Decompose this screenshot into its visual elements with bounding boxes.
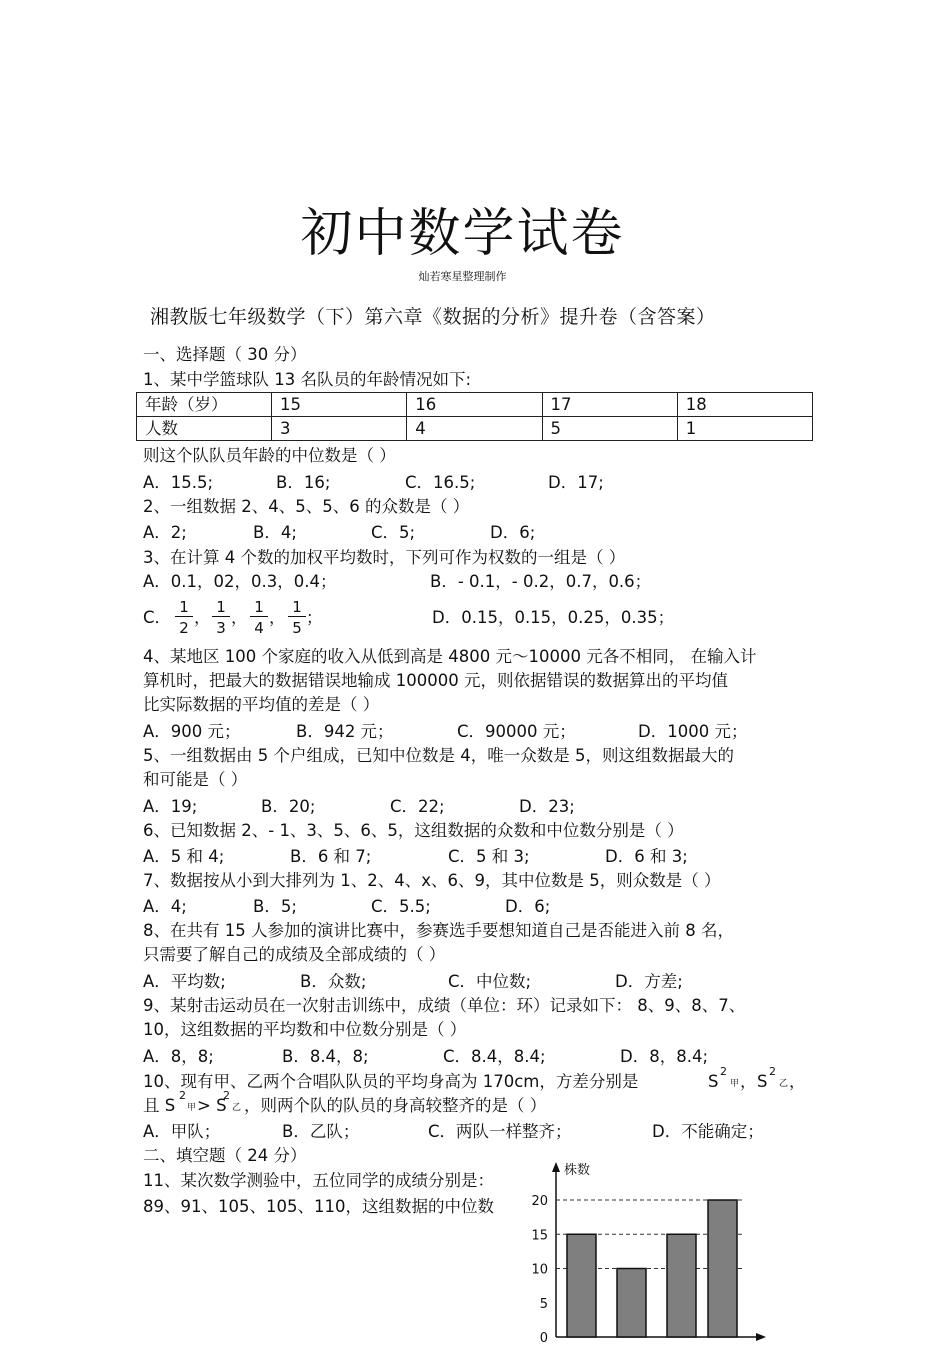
- y-tick-label: 5: [539, 1296, 548, 1312]
- table-cell: 15: [272, 393, 407, 417]
- fraction-numerator: 1: [175, 598, 193, 617]
- y-axis-arrow: [552, 1162, 560, 1172]
- q5-option-c: C．22;: [390, 797, 445, 816]
- table-cell: 17: [542, 393, 677, 417]
- chart-bar: [708, 1200, 737, 1337]
- q10-line1: 10、现有甲、乙两个合唱队队员的平均身高为 170cm，方差分别是: [143, 1072, 639, 1091]
- q6-option-a: A．5 和 4;: [143, 847, 225, 866]
- q4-option-a: A．900 元；: [143, 722, 241, 741]
- fraction-separator: ，: [194, 608, 211, 627]
- q9-option-c: C．8.4，8.4;: [443, 1047, 546, 1066]
- age-table: [136, 392, 813, 441]
- exam-subtitle: 湘教版七年级数学（下）第六章《数据的分析》提升卷（含答案）: [150, 306, 716, 328]
- q8-option-d: D．方差;: [615, 972, 683, 991]
- q5-line2: 和可能是（ ）: [143, 770, 248, 789]
- table-cell: 16: [407, 393, 542, 417]
- comma: ，: [789, 1072, 806, 1091]
- table-row: [137, 393, 813, 417]
- chart-bar: [667, 1234, 696, 1337]
- fraction: [175, 598, 193, 637]
- table-cell: 年龄（岁）: [137, 393, 272, 417]
- fraction-end: ；: [306, 608, 323, 627]
- maker-note: 灿若寒星整理制作: [418, 270, 507, 283]
- chart-y-axis-label: 株数: [564, 1163, 591, 1178]
- subscript: 甲: [187, 1103, 197, 1113]
- chart-tick-labels: [531, 1194, 548, 1345]
- superscript: 2: [720, 1065, 727, 1078]
- table-cell: 人数: [137, 417, 272, 441]
- q7-option-b: B．5;: [253, 897, 297, 916]
- q8-option-a: A．平均数;: [143, 972, 226, 991]
- q11-line2: 89、91、105、105、110，这组数据的中位数: [143, 1197, 494, 1216]
- table-cell: 1: [677, 417, 812, 441]
- chart-bars: [567, 1200, 737, 1337]
- q8-line2: 只需要了解自己的成绩及全部成绩的（ ）: [143, 945, 446, 964]
- q2-option-a: A．2;: [143, 523, 187, 542]
- q9-line1: 9、某射击运动员在一次射击训练中，成绩（单位：环）记录如下： 8、9、8、7、: [143, 996, 746, 1015]
- subscript: 乙: [779, 1079, 789, 1089]
- fraction-separator: ，: [231, 608, 248, 627]
- q10-line2-start: 且 S: [143, 1096, 176, 1115]
- q2-option-b: B．4;: [253, 523, 297, 542]
- q6-option-b: B．6 和 7;: [290, 847, 372, 866]
- q3-stem: 3、在计算 4 个数的加权平均数时，下列可作为权数的一组是（ ）: [143, 548, 626, 567]
- y-tick-label: 0: [539, 1331, 548, 1345]
- q8-option-c: C．中位数;: [448, 972, 532, 991]
- q1-option-a: A．15.5;: [143, 473, 214, 492]
- fraction-separator: ，: [269, 608, 286, 627]
- fraction: [212, 598, 230, 637]
- section-heading-fill: 二、填空题（ 24 分）: [143, 1146, 307, 1165]
- q5-line1: 5、一组数据由 5 个户组成，已知中位数是 4，唯一众数是 5，则这组数据最大的: [143, 746, 734, 765]
- fraction: [288, 598, 306, 637]
- superscript: 2: [769, 1065, 776, 1078]
- variance-symbol: S: [708, 1072, 719, 1091]
- q7-option-c: C．5.5;: [371, 897, 431, 916]
- table-cell: 5: [542, 417, 677, 441]
- superscript: 2: [179, 1089, 186, 1102]
- q1-question: 则这个队队员年龄的中位数是（ ）: [143, 446, 396, 465]
- document-title: 初中数学试卷: [300, 204, 625, 264]
- q3-option-b: B．- 0.1，- 0.2，0.7，0.6；: [430, 572, 652, 591]
- fraction-denominator: 5: [292, 619, 302, 637]
- q5-option-a: A．19;: [143, 797, 198, 816]
- variance-symbol: S: [757, 1072, 768, 1091]
- chart-bar: [617, 1269, 646, 1338]
- q4-line3: 比实际数据的平均值的差是（ ）: [143, 695, 380, 714]
- fraction-denominator: 2: [179, 619, 189, 637]
- q7-stem: 7、数据按从小到大排列为 1、2、4、x、6、9，其中位数是 5，则众数是（ ）: [143, 871, 721, 890]
- fraction-denominator: 4: [254, 619, 264, 637]
- q4-line1: 4、某地区 100 个家庭的收入从低到高是 4800 元～10000 元各不相同， 在输入计: [143, 647, 757, 666]
- subscript: 甲: [730, 1079, 740, 1089]
- q11-line1: 11、某次数学测验中，五位同学的成绩分别是：: [143, 1171, 494, 1190]
- q4-line2: 算机时，把最大的数据错误地输成 100000 元，则依据错误的数据算出的平均值: [143, 671, 728, 690]
- q3-option-d: D．0.15，0.15，0.25，0.35；: [432, 608, 675, 627]
- q4-option-c: C．90000 元；: [457, 722, 576, 741]
- table-cell: 4: [407, 417, 542, 441]
- q3-option-a: A．0.1，02，0.3，0.4；: [143, 572, 337, 591]
- q3-option-c-label: C．: [143, 608, 172, 627]
- y-tick-label: 20: [531, 1194, 548, 1209]
- q10-option-a: A．甲队；: [143, 1122, 221, 1141]
- q8-line1: 8、在共有 15 人参加的演讲比赛中，参赛选手要想知道自己是否能进入前 8 名，: [143, 921, 734, 940]
- q9-option-b: B．8.4，8;: [282, 1047, 369, 1066]
- q1-option-b: B．16;: [276, 473, 331, 492]
- q10-line2-rest: ，则两个队的队员的身高较整齐的是（ ）: [244, 1096, 547, 1115]
- table-cell: 18: [677, 393, 812, 417]
- q5-option-d: D．23;: [519, 797, 575, 816]
- q10-option-b: B．乙队；: [282, 1122, 360, 1141]
- q5-option-b: B．20;: [261, 797, 316, 816]
- subscript: 乙: [232, 1103, 242, 1113]
- greater-than: > S: [197, 1096, 227, 1115]
- q2-option-c: C．5;: [371, 523, 416, 542]
- table-row: [137, 417, 813, 441]
- fraction-numerator: 1: [288, 598, 306, 617]
- chart-bar: [567, 1234, 596, 1337]
- fraction-numerator: 1: [212, 598, 230, 617]
- q10-option-c: C．两队一样整齐；: [428, 1122, 572, 1141]
- q9-line2: 10，这组数据的平均数和中位数分别是（ ）: [143, 1020, 467, 1039]
- q2-option-d: D．6;: [490, 523, 536, 542]
- table-cell: 3: [272, 417, 407, 441]
- comma: ，: [740, 1072, 757, 1091]
- section-heading-choice: 一、选择题（ 30 分）: [143, 345, 307, 364]
- q1-option-d: D．17;: [548, 473, 604, 492]
- q7-option-a: A．4;: [143, 897, 187, 916]
- q6-option-d: D．6 和 3;: [605, 847, 688, 866]
- q9-option-a: A．8，8;: [143, 1047, 214, 1066]
- y-tick-label: 15: [531, 1228, 548, 1244]
- q1-option-c: C．16.5;: [405, 473, 476, 492]
- y-tick-label: 10: [531, 1262, 548, 1278]
- q8-option-b: B．众数;: [300, 972, 367, 991]
- q1-stem: 1、某中学篮球队 13 名队员的年龄情况如下:: [143, 370, 472, 389]
- q4-option-b: B．942 元；: [296, 722, 394, 741]
- q9-option-d: D．8，8.4;: [620, 1047, 709, 1066]
- q2-stem: 2、一组数据 2、4、5、5、6 的众数是（ ）: [143, 497, 470, 516]
- q7-option-d: D．6;: [505, 897, 551, 916]
- q10-option-d: D．不能确定；: [652, 1122, 764, 1141]
- fraction: [250, 598, 268, 637]
- bar-chart: [520, 1152, 780, 1345]
- x-axis-arrow: [756, 1333, 766, 1341]
- q6-option-c: C．5 和 3;: [448, 847, 530, 866]
- q4-option-d: D．1000 元；: [638, 722, 748, 741]
- superscript: 2: [223, 1089, 230, 1102]
- fraction-denominator: 3: [216, 619, 226, 637]
- q6-stem: 6、已知数据 2、- 1、3、5、6、5，这组数据的众数和中位数分别是（ ）: [143, 821, 684, 840]
- fraction-numerator: 1: [250, 598, 268, 617]
